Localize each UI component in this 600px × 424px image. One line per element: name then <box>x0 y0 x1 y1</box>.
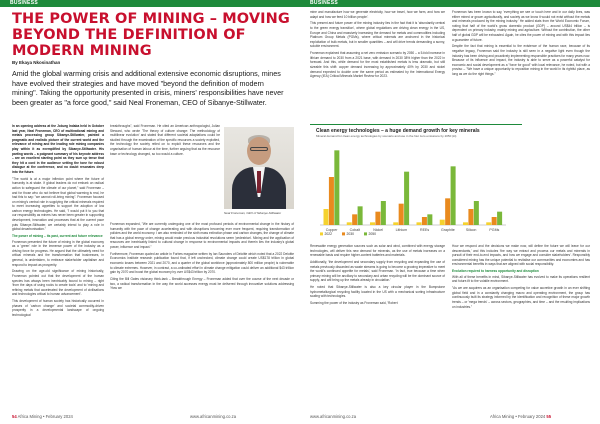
legend-label-2050: 2050 <box>368 232 377 236</box>
paragraph: How we respond and the decisions we make now, will define the future we will leave for our descendants,' and this includes 'the way we extract and process our metals and minerals in pursuit of their end-to-end impacts, and how we engage and consider stakeholders'. Responsibly considered mining has the unique potential to revitalise our communities and economies and has environmental benefits in ways that are aligned with social responsibility. <box>452 244 590 267</box>
bar-rees-2022 <box>416 222 421 225</box>
paragraph: Furthermore, Froneman quoted an article in Forbes magazine written by Ian Saunders of Deloitte which noted that a 2022 Deloitte Economics Institute research publication found that, if left unchecked, climate change could create US$178 trillion in global economic losses between 2021 and 2070, and a quarter of the global workforce (approximately 800 million people) is vulnerable to climate extremes. However, in contrast, a co-ordinated effort in climate change mitigation could deliver an additional $43 trillion gain by 2070 and boost the global economy by over US$43 trillion by 2070. <box>110 251 294 275</box>
magazine-name-right: Africa Mining <box>490 414 515 419</box>
bar-rees-2030 <box>422 217 427 225</box>
photo-caption: Neal Froneman, CEO of Sibanye-Stillwater <box>224 211 282 215</box>
bar-chart <box>310 141 590 239</box>
bar-pgms-2050 <box>497 212 502 225</box>
bar-graphite-2050 <box>451 166 456 225</box>
footer-left <box>12 414 73 419</box>
bar-graphite-2030 <box>445 198 450 225</box>
magazine-name-left: Africa Mining <box>17 414 42 419</box>
paragraph: Citing the Bill Gates visionary think-tank – Breakthrough Energy – Froneman added that over the course of the next decade or two, a radical transformation in the way the world accesses energy must be delivered through innovative solutions addressing 'How we <box>110 276 294 291</box>
paragraph: Despite the fact that mining is essential to the existence of the human race, because of its negative legacy, Froneman said the industry is still seen in a negative light even though the industry has been driving and proactively implementing responsible practices for many years now. Because of its influence and impact, the industry is able to serve as a powerful catalyst for economic and social development as a "force for good" with local relevance, he noted, but with a proviso – "We have a unique opportunity to reposition mining in the world in its rightful place, as long as we do the right things." <box>452 44 590 76</box>
bar-lithium-2030 <box>399 204 404 225</box>
bar-nickel-2022 <box>370 222 375 225</box>
bar-cobalt-2030 <box>352 214 357 225</box>
bar-pgms-2022 <box>486 222 491 225</box>
x-tick-label: Copper <box>325 228 338 232</box>
paragraph: Froneman has been known to say, 'everything we see or touch here and in our daily lives, was either mined or grown agriculturally, and society as we know it would not exist without the metals and minerals produced by the mining industry.' He added stats from the World Economic Forum, noting that half of the world's gross domestic product (GDP) – around US$44 trillion – is dependent on primary industry, mainly mining and agriculture. Without the contribution, the other half of global GDP will be exhausted. Again, he cites the power of mining and with this impact lies a guarantee of future. <box>452 10 590 42</box>
chart-subtitle: Mineral demand for clean energy technologies by scenario and use in the Net zero emissions by 2050 (kt) <box>316 134 457 138</box>
body-column-1 <box>12 124 104 320</box>
x-tick-label: PGMs <box>489 228 500 232</box>
body-column-6 <box>452 244 590 311</box>
bar-nickel-2050 <box>381 201 386 225</box>
paragraph: This present and future power of the mining industry lies in the fact that it is 'abundantly central to the green energy transition', where global regulations are driving clean energy in the US, Europe and China and massively increasing the demand for metals and commodities including Platinum Group Metals (PGMs), where critical minerals are anchored in the historical exploitation of bulk metals, but in smaller quantities – and will drive trends demanding a sunny, soluble environment. <box>310 21 445 49</box>
standfirst: Amid the global warming crisis and additional extensive economic disruptions, mines have evolved their strategies and have moved "beyond the definition of modern mining". Taking the opportunity presented in crisis, miners' responsibilities have never been greater as "a force good," said Neal Froneman, CEO of Sibanye-Stillwater. <box>12 69 284 107</box>
issue-date-right: • February 2024 <box>515 414 546 419</box>
body-column-2b <box>110 222 294 293</box>
legend-label-2022: 2022 <box>324 232 333 236</box>
article-title: THE POWER OF MINING – MOVING BEYOND THE DEFINITION OF MODERN MINING <box>12 11 290 59</box>
issue-date-left: • February 2024 <box>42 414 73 419</box>
footer-right <box>490 414 551 419</box>
bar-silicon-2022 <box>463 222 468 225</box>
paragraph: "The world is at a major inflexion point where the future of humanity is at stake. If global leaders do not embark on radical action to safeguard the climate of our planet," said Froneman – and for those who do not believe that global warming is real, he had this to say: "we cannot roll-bring mining". Froneman focused on mining's central role in supplying the critical minerals required to meet increasing appetites to support the adoption of low carbon energy technologies. He said, "I would put it to you that our responsibility as miners has never been greater in supporting development, innovation and processes that at the current pace puts Sibanye-Stillwater, we certainly intend to play a role in global decarbonisation." <box>12 176 104 232</box>
paragraph: Froneman explained that assuming a net zero emission scenario by 2050 – a 5-fold increase in lithium demand to 2030 from a 2021 base, with demand in 2030 38% higher than the 2022 in forecast. And this, while demand for the most established metals is less dramatic, but still sizeable this shift: copper demand increasing by approximately 40% by 2030 and nickel demand expected to double over the same period as estimated by the International Energy Agency (IEA) Critical Minerals Market Review for 2023. <box>310 51 445 79</box>
paragraph: Froneman expanded, "We are currently undergoing one of the most profound periods of environmental change in the history of humanity with the pace of change accelerating and with disruptions becoming ever more frequent, requiring transformation of policies and the world economy. I am also reminded of the sixth mass extinction phase and carbon changes, the change of climate that has a global energy order, mining would make precious industrial revolutions seem 'pedestrian'. Mining and the application of resources are inextricably linked to cultural change in response to environmental impacts and therein lies the industry's global power, influence and impact." <box>110 222 294 249</box>
section-label-left: BUSINESS <box>10 0 38 6</box>
paragraph: mine and manufacture how we generate electricity, how we travel, how we farm, and how we adapt and how we feed 10 billion people'. <box>310 10 445 19</box>
body-column-4 <box>452 10 590 79</box>
x-tick-label: Cobalt <box>349 228 361 232</box>
bar-lithium-2022 <box>393 222 398 225</box>
x-tick-label: Nickel <box>373 228 384 232</box>
paragraph: Froneman presented the future of mining in the global economy as a 'green' role in the immense power of the industry as a driving force for progress. He argued that the ultimately need for critical minerals and the transformation that businesses, in general, is undertaken, to embrace stakeholder capitalism and respond to impact as prosperity. <box>12 239 104 267</box>
paragraph: Summing the power of the industry as Froneman said, 'Robert <box>310 301 398 306</box>
body-column-5 <box>310 244 445 308</box>
paragraph: This development of human society has historically occurred in phases of 'carbon change' and societal commodity-driven prosperity in a developmental landscape of ongoing technological <box>12 299 104 317</box>
legend-swatch-2030 <box>342 232 345 235</box>
paragraph: He noted that Sibanye-Stillwater is also a key circular player in the Bumpstone hydrometallurgical recycling facility located in the US with a mechanical sorting infrastructure scaling with technologies. <box>310 285 445 299</box>
paragraph: "As we are acquirers as an organisation competing for value accretive growth in an ever shifting global field and in a constantly changing macro and operating environment, the group has continuously built its strategy informed by the identification and recognition of these major growth trends – or 'mega trends' – across sectors, geographies, and time – and the resulting implications on industries." <box>452 286 590 309</box>
bar-silicon-2030 <box>468 209 473 225</box>
bar-silicon-2050 <box>474 201 479 225</box>
page-number-right: 55 <box>546 414 552 419</box>
legend-swatch-2050 <box>364 232 367 235</box>
paragraph: breakthroughs", said Froneman. He cited an American anthropologist, Julian Steward, who wrote 'The theory of culture change: The methodology of multilinear evolution' and stated that different societal adaptations could be studied through the examination of the specific resources a society exploited, the technology the society relied on to exploit these resources and the organisation of human labour at the time, further arguing that as the resource base or technology changed, so too would a culture. <box>110 124 220 156</box>
section-bar-left <box>0 0 300 7</box>
right-page <box>300 0 600 424</box>
bar-lithium-2050 <box>404 172 409 225</box>
body-column-3 <box>310 10 445 81</box>
intro-paragraph: In an opening address at the Joburg Indaba held in October last year, Neal Froneman, CEO of multinational mining and metals processing group Sibanye-Stillwater, painted a pragmatic and realistic picture of the current world and the relevance of mining and the leading role mining companies play within it as exemplified by Sibanye-Stillwater. His parting words – a poignant summary of his keynote address – are an excellent starting point as they sum up tense that they hit a cord in the audience setting the tone for robust dialogue at the conference, and no doubt resonates deep into the future. <box>12 124 104 174</box>
footer-url-right: www.africanmining.co.za <box>310 414 357 419</box>
x-tick-label: REEs <box>420 228 430 232</box>
bar-cobalt-2022 <box>347 222 352 225</box>
section-bar-right <box>300 0 600 7</box>
x-tick-label: Lithium <box>395 228 408 232</box>
subheading: Evolution required to harness opportunity and disruption <box>452 269 539 274</box>
paragraph: Renewable energy generation sources such as solar and wind, combined with energy storage technologies, will deliver this new demand for minerals, as the use of metals increases on a renewable basis and require higher-content batteries and materials. <box>310 244 445 258</box>
bar-copper-2030 <box>329 177 334 225</box>
bar-pgms-2030 <box>492 217 497 225</box>
bar-nickel-2030 <box>375 212 380 225</box>
paragraph: With all of these benefits in mind, Sibanye-Stillwater has evolved to make its operations resilient and future-fit to the volatile environment. <box>452 274 590 284</box>
bar-cobalt-2050 <box>358 206 363 225</box>
legend-swatch-2022 <box>320 232 323 235</box>
bar-rees-2050 <box>427 214 432 225</box>
subheading: The power of mining – its past, current and future relevance <box>12 234 103 239</box>
x-tick-label: Graphite <box>440 228 455 232</box>
paragraph: Additionally, 'the development and secondary supply from recycling and expanding the use of metals previously discarded as waste streams is going to become a growing imperative to meet the world's continued appetite for metals', said Froneman. 'In fact, true because a time when primary mining will be ancillary to secondary and urban recycling will be the dominant source of supply, and will bring up the metals already in circulation.' <box>310 259 445 283</box>
section-label-right: BUSINESS <box>310 0 338 6</box>
page-number-left: 54 <box>12 414 17 419</box>
byline: By Ekaya Nkosinathan <box>12 60 61 65</box>
bar-graphite-2022 <box>440 220 445 225</box>
chart-panel <box>310 124 522 239</box>
body-column-2 <box>110 124 220 158</box>
footer-url-left: www.africanmining.co.za <box>190 414 237 419</box>
x-tick-label: Silicon <box>465 228 477 232</box>
portrait-photo <box>224 127 294 209</box>
bar-copper-2022 <box>323 209 328 225</box>
chart-title: Clean energy technologies – a huge demand growth for key minerals <box>316 128 480 134</box>
paragraph: Drawing on the age-old significance of mining historically, Froneman pointed out that the development of the human species has always been inextricably bound to mining – right 'from the days of using rocks to create tools' and to 'mining and refining metals that accelerated the development of civilisations and technologies critical to human advancement'. <box>12 269 104 297</box>
legend-label-2030: 2030 <box>346 232 355 236</box>
bar-copper-2050 <box>334 150 339 225</box>
